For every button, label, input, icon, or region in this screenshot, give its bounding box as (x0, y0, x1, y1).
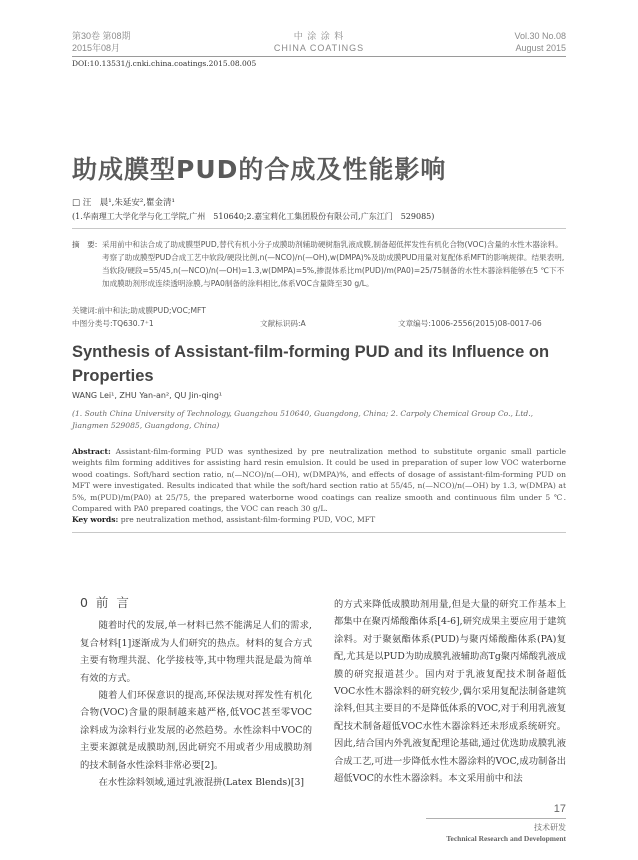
title-en: Synthesis of Assistant-film-forming PUD and its Influence on Properties (72, 343, 550, 385)
abstract-cn-text: 采用前中和法合成了助成膜型PUD,替代有机小分子成膜助剂辅助硬树脂乳液成膜,制备超低挥发性有机化合物(VOC)含量的水性木器涂料。考察了助成膜型PUD合成工艺中软段/硬段比例,n(—NCO)/n(—OH),w(DMPA)%及助成膜PUD用量对复配体系MFT的影响规律。结果表明,当软段/硬段=55/45,n(—NCO)/n(—OH)=1.3,w(DMPA)=5%,掺混体系比m(PUD)/m(PA0)=25/75制备的水性木器涂料能够在5 ℃下不加成膜助剂形成连续透明涂膜,与PA0制备的涂料相比,体系VOC含量降至30 g/L。 (102, 240, 565, 288)
journal-name-en: CHINA COATINGS (273, 43, 365, 53)
footer-divider (426, 818, 566, 819)
keywords-en (72, 515, 566, 524)
date-cn: 2015年08月 (72, 43, 121, 53)
header-divider (72, 56, 566, 57)
journal-name-cn: 中 涂 涂 料 (293, 31, 345, 41)
header-issue (514, 30, 566, 54)
document-code: 文献标识码:A (260, 319, 306, 328)
body-paragraph: 随着时代的发展,单一材料已然不能满足人们的需求,复合材料[1]逐渐成为人们研究的热点。材料的复合方式主要有物理共混、化学接枝等,其中物理共混是最为简单有效的方式。 (80, 620, 312, 684)
body-column-right (334, 596, 566, 787)
keywords-en-label: Key words: (72, 515, 119, 524)
article-number: 文章编号:1006-2556(2015)08-0017-06 (398, 319, 542, 328)
date-en: August 2015 (515, 43, 566, 53)
body-column-left (80, 594, 312, 791)
body-paragraph: 随着人们环保意识的提高,环保法规对挥发性有机化合物(VOC)含量的限制越来越严格,低VOC甚至零VOC涂料成为涂料行业发展的必然趋势。水性涂料中VOC的主要来源就是成膜助剂,因此研究不用或者少用成膜助剂的技术制备水性涂料非常必要[2]。 (80, 690, 312, 771)
section-heading: 0 前 言 (80, 595, 131, 610)
abstract-divider (72, 532, 566, 533)
abstract-cn (72, 238, 566, 288)
abstract-en-label: Abstract: (72, 447, 111, 456)
body-paragraph: 在水性涂料领域,通过乳液混拼(Latex Blends)[3] (98, 777, 305, 789)
clc-number: 中图分类号:TQ630.7⁺1 (72, 319, 154, 328)
abstract-en-text: Assistant-film-forming PUD was synthesized by pre neutralization method to substitute organic small particle weights film forming additives for assisting hard resin emulsion. It could be used in preparation of super low VOC waterborne wood coatings. Soft/hard section ratio, n(—NCO)/n(—OH), w(DMPA)%, and effects of dosage of assistant-film-forming PUD on MFT were investigated. Results indicated that while the soft/hard section ratio at 55/45, n(—NCO)/n(—OH) by 1.3, w(DMPA) at 5%, m(PUD)/m(PA0) at 25/75, the prepared waterborne wood coatings can realize smooth and continuous film under 5 ℃. Compared with PA0 prepared coatings, the VOC can reach 30 g/L. (72, 447, 566, 514)
body-paragraph: 的方式来降低成膜助剂用量,但是大量的研究工作基本上都集中在聚丙烯酸酯体系[4-6],研究成果主要应用于建筑涂料。对于聚氨酯体系(PUD)与聚丙烯酸酯体系(PA)复配,尤其是以PUD为助成膜乳液辅助高Tg聚丙烯酸乳液成膜的研究报道甚少。国内对于乳液复配技术制备超低VOC水性木器涂料的研究较少,偶尔采用复配法制备建筑涂料,但其主要目的不是降低体系的VOC,对于利用乳液复配技术制备超低VOC水性木器涂料还未形成系统研究。因此,结合国内外乳液复配理论基础,通过优选助成膜乳液合成工艺,可进一步降低水性木器涂料的VOC,成功制备出超低VOC的水性木器涂料。本文采用前中和法 (334, 599, 566, 785)
volume-en: Vol.30 No.08 (514, 31, 566, 41)
authors-en: WANG Lei¹, ZHU Yan-an², QU Jin-qing¹ (72, 391, 223, 400)
title-cn: 助成膜型PUD的合成及性能影响 (72, 155, 447, 184)
keywords-cn: 关键词:前中和法;助成膜PUD;VOC;MFT (72, 306, 206, 315)
abstract-en (72, 446, 566, 514)
authors-cn: □ 汪 晨¹,朱延安²,瞿金清¹ (72, 198, 175, 208)
affiliations-en: (1. South China University of Technology, Guangzhou 510640, Guangdong, China; 2. Carpoly Chemical Group Co., Ltd., Jiangmen 529085, Guangdong, China) (72, 409, 534, 430)
page-number: 17 (553, 803, 566, 815)
keywords-en-text: pre neutralization method, assistant-film-forming PUD, VOC, MFT (120, 515, 376, 524)
doi[interactable]: DOI:10.13531/j.cnki.china.coatings.2015.08.005 (72, 59, 257, 68)
footer-section-en: Technical Research and Development (446, 834, 566, 843)
footer-section-cn: 技术研发 (534, 823, 566, 832)
abstract-cn-label: 摘 要: (72, 240, 98, 249)
affiliations-cn: (1.华南理工大学化学与化工学院,广州 510640;2.嘉宝莉化工集团股份有限公司,广东江门 529085) (72, 212, 435, 221)
section-divider (72, 228, 566, 229)
volume-cn: 第30卷 第08期 (72, 31, 131, 41)
